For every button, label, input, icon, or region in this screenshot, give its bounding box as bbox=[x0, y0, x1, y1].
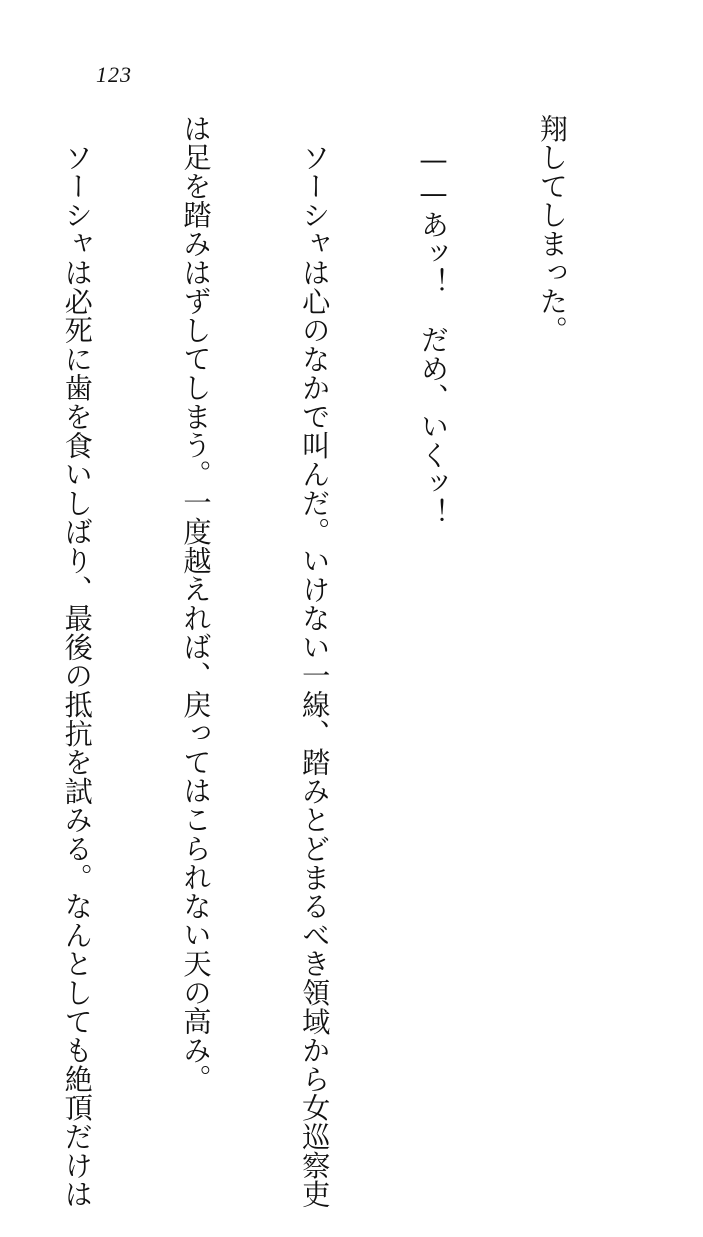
vertical-text-body bbox=[60, 114, 651, 1209]
text-line: ——あッ！ だめ、いくッ！ bbox=[417, 143, 451, 527]
text-line: ソーシャは心のなかで叫んだ。いけない一線、踏みとどまるべき領域から女巡察吏 bbox=[298, 143, 332, 1209]
page-number: 123 bbox=[96, 62, 132, 87]
text-line: ソーシャは必死に歯を食いしばり、最後の抵抗を試みる。なんとしても絶頂だけは bbox=[60, 143, 94, 1209]
text-line: は足を踏みはずしてしまう。一度越えれば、戻ってはこられない天の高み。 bbox=[179, 114, 213, 1094]
text-line: 翔してしまった。 bbox=[535, 114, 569, 345]
